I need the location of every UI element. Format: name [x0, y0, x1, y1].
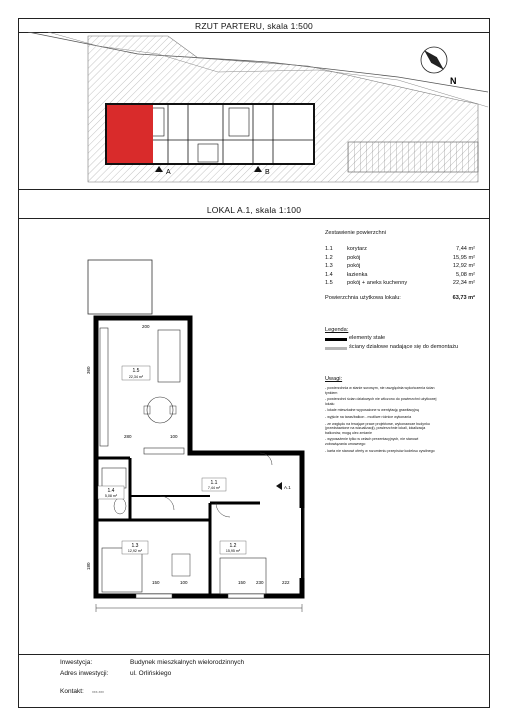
dim-top-200: 200 [142, 324, 150, 329]
bed-room-1-2 [220, 558, 266, 594]
address-label: Adres inwestycji: [60, 670, 109, 677]
dim-mid-100: 100 [170, 434, 178, 439]
note-item: - lokale mieszkalne wyposażone w wentylację grawitacyjną [325, 408, 419, 413]
legend-label-fixed: elementy stałe [349, 335, 386, 341]
svg-text:22,34 m²: 22,34 m² [128, 375, 144, 379]
unit-plan-title: LOKAL A.1, skala 1:100 [206, 205, 302, 215]
svg-text:1.2: 1.2 [229, 543, 237, 549]
svg-text:1.5: 1.5 [132, 368, 140, 374]
parking-area [348, 142, 478, 172]
divider-unit [18, 218, 490, 219]
areas-table [325, 246, 475, 289]
north-label: N [450, 76, 457, 86]
note-item: - karta nie stanowi oferty w rozumieniu przepisów kodeksu cywilnego [325, 448, 435, 453]
room-label-1-3 [122, 541, 148, 554]
legend-swatch-removable [325, 347, 347, 350]
areas-heading: Zestawienie powierzchni [325, 230, 386, 236]
total-area-value: 63,73 m² [452, 295, 475, 301]
dim-bot-150a: 150 [152, 580, 160, 585]
dim-bot-222: 222 [282, 580, 290, 585]
svg-text:5,08 m²: 5,08 m² [104, 494, 118, 498]
legend-swatch-fixed [325, 338, 347, 341]
north-arrow-icon [421, 47, 447, 73]
notes-heading: Uwagi: [325, 376, 343, 382]
dim-left-360: 360 [86, 366, 91, 374]
area-row: 1.3 pokój 12,92 m² [325, 263, 475, 269]
dim-left-180: 180 [86, 562, 91, 570]
svg-text:15,95 m²: 15,95 m² [225, 549, 241, 553]
note-item: - powierzchnia w stanie surowym, nie uwzględnia wykończenia ścian tynkiem [325, 386, 435, 395]
divider-mid [18, 189, 490, 190]
area-row: 1.4 łazienka 5,08 m² [325, 271, 475, 278]
balcony [88, 260, 152, 314]
investment-label: Inwestycja: [60, 659, 93, 666]
contact-value: xxx-xxx [92, 690, 104, 694]
dining-table [147, 397, 173, 423]
svg-text:1.3: 1.3 [131, 543, 139, 549]
divider-footer [18, 654, 490, 655]
svg-text:1.1: 1.1 [210, 480, 218, 486]
room-label-1-1 [202, 478, 226, 491]
highlighted-unit [107, 105, 153, 163]
dim-mid-280: 280 [124, 434, 132, 439]
site-plan [18, 32, 490, 189]
note-item: - wyposażenie tylko w celach prezentacyjnych, nie stanowi zobowiązania umownego [325, 437, 419, 446]
bathtub [102, 468, 126, 488]
section-b-label: B [265, 169, 270, 176]
note-item: - wyjście na taras/balkon - możliwe różnice wykonania [325, 414, 412, 419]
note-item: - ze względu na trwające prace projektowe, wykonawcze budynku (przedstawione na wizualizacji), powierzchnie lokali, lokalizacja balkonów, mogą ulec zmianie [325, 421, 430, 435]
area-row: 1.5 pokój + aneks kuchenny 22,34 m² [325, 280, 475, 286]
room-label-1-2 [220, 541, 246, 554]
dim-bot-100: 100 [180, 580, 188, 585]
svg-text:12,92 m²: 12,92 m² [127, 549, 143, 553]
note-item: - powierzchni ścian działowych nie wliczono do powierzchni użytkowej lokalu [325, 397, 437, 406]
bed-room-1-3 [102, 548, 142, 592]
svg-text:7,44 m²: 7,44 m² [207, 486, 221, 490]
area-row: 1.1 korytarz 7,44 m² [325, 246, 475, 252]
svg-text:1.4: 1.4 [107, 488, 115, 494]
section-a1-marker [276, 482, 282, 490]
dim-bot-230: 230 [256, 580, 264, 585]
site-plan-title: RZUT PARTERU, skala 1:500 [195, 21, 313, 31]
legend-label-removable: ściany działowe nadające się do demontażu [349, 344, 459, 350]
dim-bot-150b: 150 [238, 580, 246, 585]
total-area-label: Powierzchnia użytkowa lokalu: [325, 295, 401, 301]
kitchen-counter [100, 328, 108, 446]
room-label-1-4 [98, 486, 124, 499]
sofa [158, 330, 180, 382]
contact-label: Kontakt: [60, 688, 84, 695]
unit-floor-plan [60, 258, 322, 618]
address-value: ul. Orlińskiego [130, 670, 172, 677]
section-a1-label: A.1 [284, 485, 291, 490]
investment-value: Budynek mieszkalnych wielorodzinnych [130, 659, 245, 666]
notes-list [325, 386, 440, 453]
area-row: 1.2 pokój 15,95 m² [325, 254, 475, 261]
legend-heading: Legenda: [325, 327, 349, 333]
room-label-1-5 [122, 366, 150, 380]
section-a-label: A [166, 169, 171, 176]
